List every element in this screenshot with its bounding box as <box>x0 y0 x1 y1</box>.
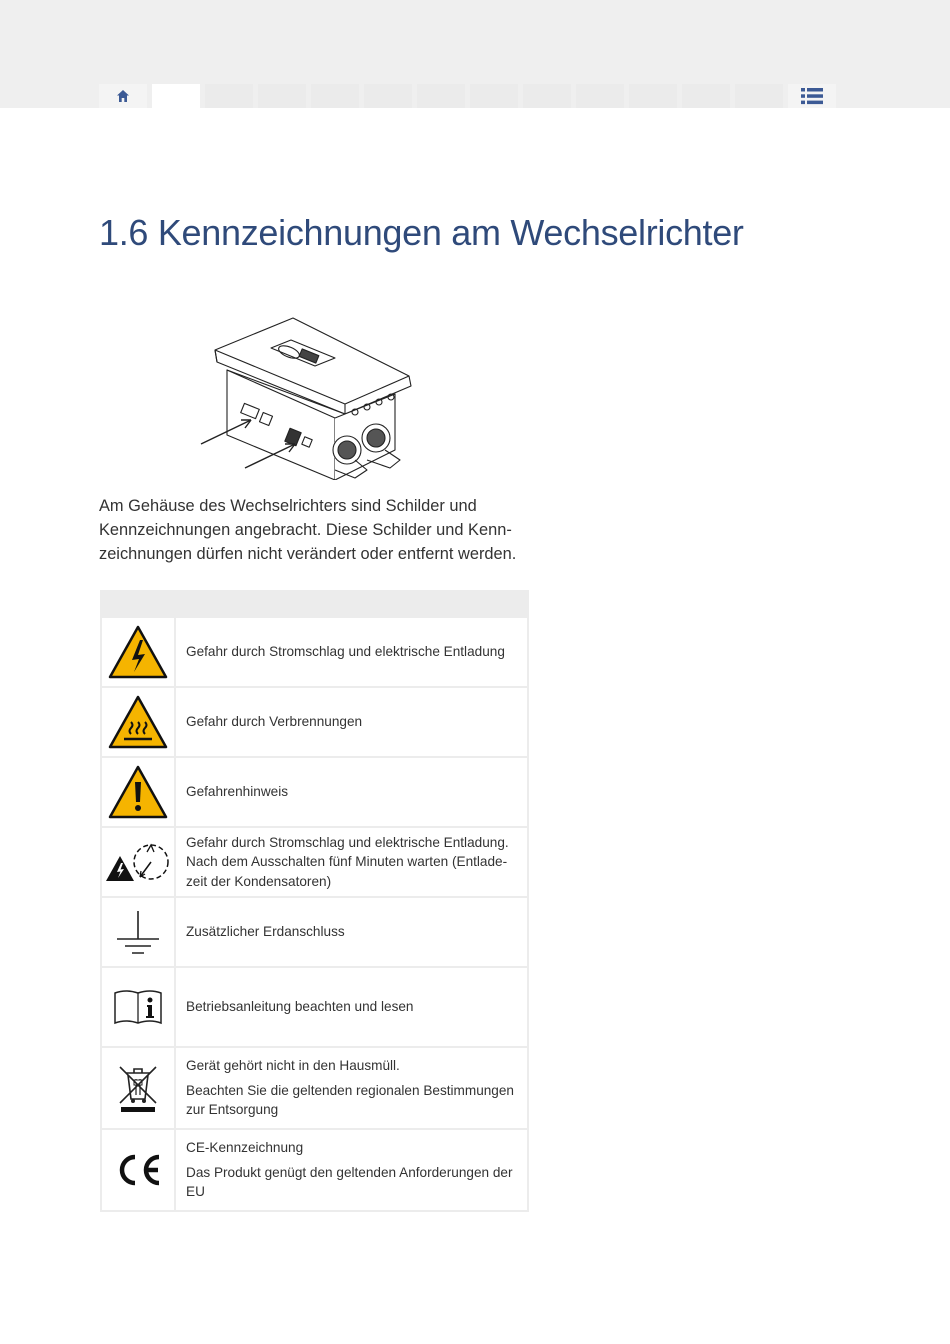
symbol-description-detail: Das Produkt genügt den geltenden Anforderungen der EU <box>186 1164 513 1200</box>
symbol-description: Zusätzlicher Erdanschluss <box>186 924 345 940</box>
menu-list-icon <box>801 87 823 105</box>
tab-home[interactable] <box>99 84 147 108</box>
tab-chapter-12[interactable] <box>735 84 783 108</box>
table-row <box>101 687 528 757</box>
table-row <box>101 967 528 1047</box>
table-header-row <box>101 591 528 617</box>
symbol-description: Gerät gehört nicht in den Hausmüll. <box>186 1058 400 1074</box>
symbol-description: Gefahrenhinweis <box>186 784 289 800</box>
symbol-description: CE-Kennzeichnung <box>186 1140 304 1156</box>
symbol-description: Gefahr durch Stromschlag und elektrische Entladung. Nach dem Ausschalten fünf Minuten warten (Entladezeit der Kondensatoren) <box>186 834 509 889</box>
home-icon <box>116 89 130 103</box>
symbol-description: Gefahr durch Verbrennungen <box>186 714 363 730</box>
tab-chapter-4[interactable] <box>311 84 359 108</box>
table-row <box>101 617 528 687</box>
table-row <box>101 1129 528 1211</box>
electric-shock-warning-icon <box>107 624 169 680</box>
weee-bin-icon <box>116 1061 160 1115</box>
tab-chapter-1[interactable] <box>152 84 200 108</box>
symbol-description: Betriebsanleitung beachten und lesen <box>186 999 414 1015</box>
manual-info-icon <box>113 988 163 1026</box>
tab-chapter-2[interactable] <box>205 84 253 108</box>
ground-connection-icon <box>113 909 163 955</box>
inverter-illustration <box>195 310 420 480</box>
tab-chapter-7[interactable] <box>470 84 518 108</box>
chapter-tabs <box>99 84 836 108</box>
tab-chapter-6[interactable] <box>417 84 465 108</box>
symbols-table <box>100 590 529 1212</box>
symbol-description-detail: Beachten Sie die geltenden regionalen Bestimmungen zur Entsorgung <box>186 1082 514 1118</box>
tab-table-of-contents[interactable] <box>788 84 836 108</box>
tab-chapter-9[interactable] <box>576 84 624 108</box>
table-row <box>101 897 528 967</box>
table-row <box>101 827 528 897</box>
table-row <box>101 1047 528 1129</box>
symbol-description: Gefahr durch Stromschlag und elektrische Entladung <box>186 644 505 660</box>
tab-chapter-3[interactable] <box>258 84 306 108</box>
tab-chapter-10[interactable] <box>629 84 677 108</box>
tab-chapter-5[interactable] <box>364 84 412 108</box>
hot-surface-warning-icon <box>107 694 169 750</box>
intro-paragraph: Am Gehäuse des Wechselrichters sind Schilder und Kennzeichnungen angebracht. Diese Schilder und Kennzeichnungen dürfen nicht verändert oder entfernt werden. <box>99 497 517 563</box>
general-warning-icon <box>107 764 169 820</box>
page-title: 1.6 Kennzeichnungen am Wechselrichter <box>99 212 744 253</box>
tab-chapter-11[interactable] <box>682 84 730 108</box>
ce-mark-icon <box>113 1153 163 1187</box>
top-navigation-bar <box>0 0 950 108</box>
tab-chapter-8[interactable] <box>523 84 571 108</box>
table-row <box>101 757 528 827</box>
discharge-time-warning-icon <box>105 840 171 884</box>
